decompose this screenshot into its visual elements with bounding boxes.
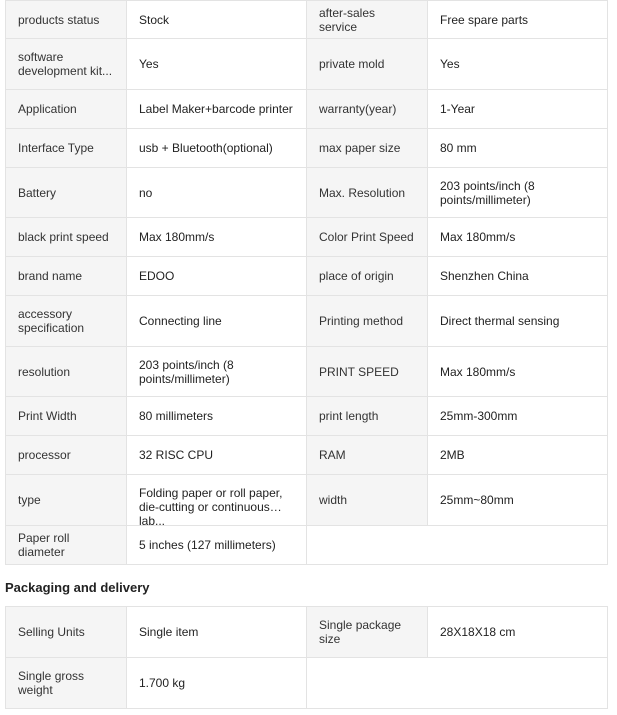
attribute-value: Max 180mm/s [428, 347, 608, 397]
attribute-value [127, 475, 307, 526]
attribute-label: PRINT SPEED [307, 347, 428, 397]
attribute-label: Selling Units [6, 607, 127, 658]
table-row [6, 257, 608, 296]
attribute-value-text: Folding paper or roll paper, die-cutting or continuous lab... [139, 486, 283, 528]
table-row [6, 39, 608, 90]
attribute-value: Connecting line [127, 296, 307, 347]
attribute-value: Max 180mm/s [127, 218, 307, 257]
attribute-label: place of origin [307, 257, 428, 296]
table-row [6, 168, 608, 218]
attribute-value: Shenzhen China [428, 257, 608, 296]
attribute-label: type [6, 475, 127, 526]
attribute-value: Stock [127, 1, 307, 39]
attribute-label: max paper size [307, 129, 428, 168]
empty-cell [307, 526, 608, 565]
table-row [6, 607, 608, 658]
attribute-label: black print speed [6, 218, 127, 257]
attribute-value: Free spare parts [428, 1, 608, 39]
attribute-value: 203 points/inch (8 points/millimeter) [428, 168, 608, 218]
attribute-value: 1.700 kg [127, 658, 307, 709]
table-row [6, 436, 608, 475]
attribute-label: RAM [307, 436, 428, 475]
attribute-label-text: software development kit... [18, 50, 113, 78]
attribute-label: after-sales service [307, 1, 428, 39]
attribute-label: Single gross weight [6, 658, 127, 709]
attribute-label [6, 39, 127, 90]
attribute-value: Yes [127, 39, 307, 90]
attribute-label: Single package size [307, 607, 428, 658]
attribute-label: Printing method [307, 296, 428, 347]
specifications-table [5, 0, 608, 565]
table-row [6, 129, 608, 168]
attribute-value: Yes [428, 39, 608, 90]
table-row [6, 296, 608, 347]
attribute-value: EDOO [127, 257, 307, 296]
attribute-label: Paper roll diameter [6, 526, 127, 565]
attribute-label: width [307, 475, 428, 526]
attribute-value: 25mm~80mm [428, 475, 608, 526]
table-row [6, 90, 608, 129]
attribute-label: private mold [307, 39, 428, 90]
attribute-value: 28X18X18 cm [428, 607, 608, 658]
attribute-value: usb + Bluetooth(optional) [127, 129, 307, 168]
attribute-value: no [127, 168, 307, 218]
attribute-label: Color Print Speed [307, 218, 428, 257]
attribute-label: Battery [6, 168, 127, 218]
attribute-label: processor [6, 436, 127, 475]
attribute-label: Max. Resolution [307, 168, 428, 218]
attribute-value: 5 inches (127 millimeters) [127, 526, 307, 565]
table-row [6, 397, 608, 436]
attribute-value: 32 RISC CPU [127, 436, 307, 475]
table-row [6, 347, 608, 397]
attribute-value: 203 points/inch (8 points/millimeter) [127, 347, 307, 397]
attribute-value: Max 180mm/s [428, 218, 608, 257]
attribute-value: 1-Year [428, 90, 608, 129]
table-row [6, 658, 608, 709]
attribute-value: Single item [127, 607, 307, 658]
attribute-label: accessory specification [6, 296, 127, 347]
attribute-value: 2MB [428, 436, 608, 475]
attribute-label: brand name [6, 257, 127, 296]
packaging-table [5, 606, 608, 709]
attribute-label: Interface Type [6, 129, 127, 168]
attribute-value: 80 mm [428, 129, 608, 168]
section-title-packaging: Packaging and delivery [5, 580, 150, 595]
table-row [6, 475, 608, 526]
table-row [6, 1, 608, 39]
attribute-label: Print Width [6, 397, 127, 436]
attribute-label: resolution [6, 347, 127, 397]
table-row [6, 218, 608, 257]
table-row [6, 526, 608, 565]
attribute-label: products status [6, 1, 127, 39]
attribute-value: Label Maker+barcode printer [127, 90, 307, 129]
attribute-value: Direct thermal sensing [428, 296, 608, 347]
attribute-label: warranty(year) [307, 90, 428, 129]
attribute-label: Application [6, 90, 127, 129]
attribute-value: 25mm-300mm [428, 397, 608, 436]
attribute-label: print length [307, 397, 428, 436]
attribute-value: 80 millimeters [127, 397, 307, 436]
empty-cell [307, 658, 608, 709]
